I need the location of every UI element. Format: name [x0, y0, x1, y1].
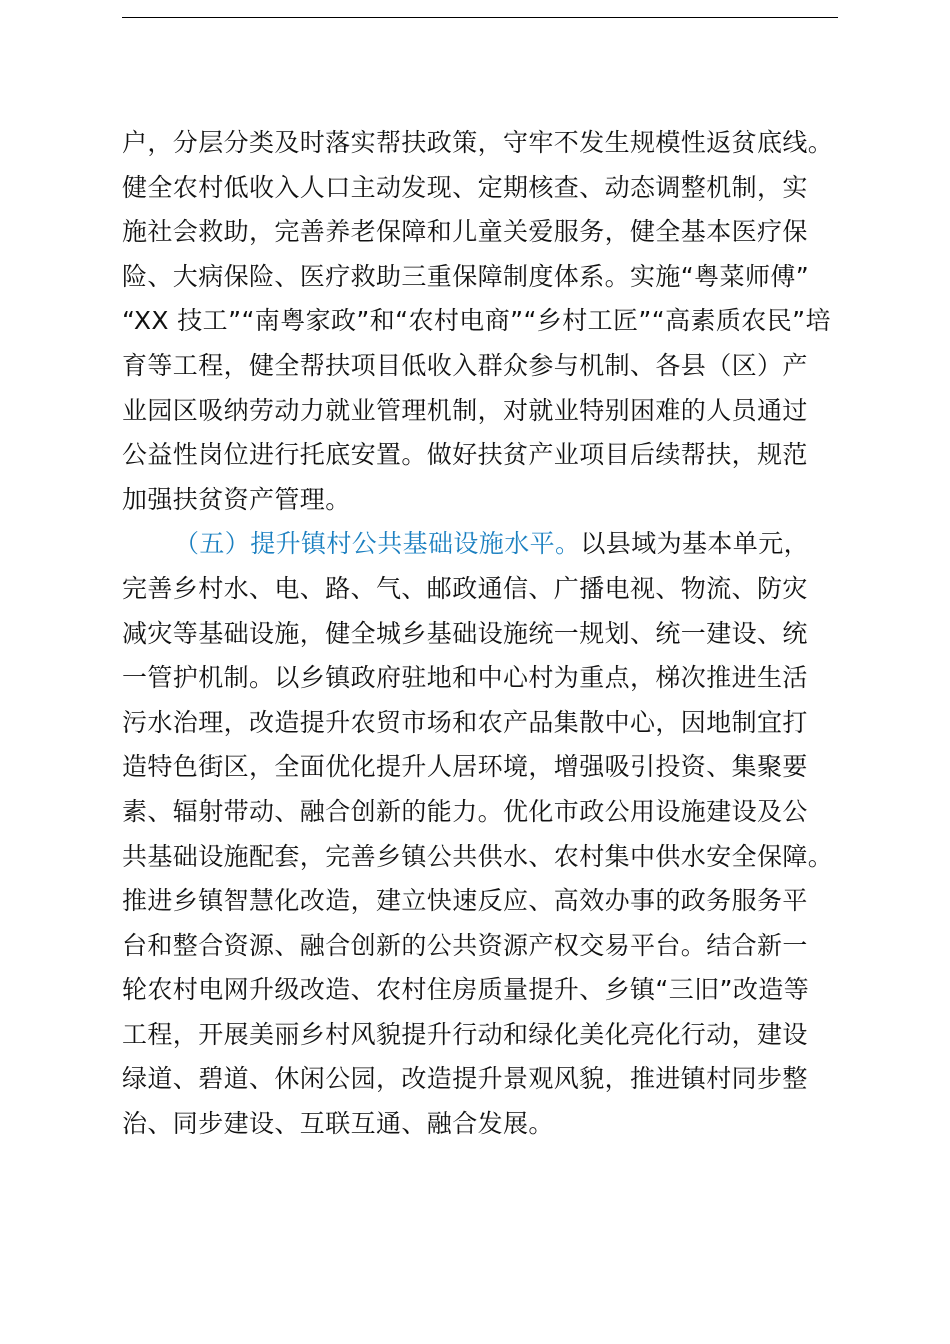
- text-line: 造特色街区，全面优化提升人居环境，增强吸引投资、集聚要: [122, 752, 808, 782]
- text-line: 施社会救助，完善养老保障和儿童关爱服务，健全基本医疗保: [122, 217, 808, 247]
- text-line: 减灾等基础设施，健全城乡基础设施统一规划、统一建设、统: [122, 618, 808, 648]
- paragraph-first-line: [122, 522, 838, 567]
- text-line: 完善乡村水、电、路、气、邮政通信、广播电视、物流、防灾: [122, 573, 808, 603]
- paragraph-2: [122, 522, 838, 1146]
- text-line: 工程，开展美丽乡村风貌提升行动和绿化美化亮化行动，建设: [122, 1019, 808, 1049]
- text-line: 共基础设施配套，完善乡镇公共供水、农村集中供水安全保障。: [122, 841, 834, 871]
- text-line: 健全农村低收入人口主动发现、定期核查、动态调整机制，实: [122, 172, 808, 202]
- text-line: 公益性岗位进行托底安置。做好扶贫产业项目后续帮扶，规范: [122, 440, 808, 470]
- text-line: 险、大病保险、医疗救助三重保障制度体系。实施“粤菜师傅”: [122, 261, 810, 291]
- paragraph-1: [122, 121, 838, 522]
- section-heading: （五）提升镇村公共基础设施水平。: [174, 529, 581, 559]
- text-line: 育等工程，健全帮扶项目低收入群众参与机制、各县（区）产: [122, 350, 808, 380]
- text-line: 素、辐射带动、融合创新的能力。优化市政公用设施建设及公: [122, 796, 808, 826]
- text-line: 户，分层分类及时落实帮扶政策，守牢不发生规模性返贫底线。: [122, 128, 834, 157]
- text-line: 轮农村电网升级改造、农村住房质量提升、乡镇“三旧”改造等: [122, 975, 810, 1005]
- text-line: 台和整合资源、融合创新的公共资源产权交易平台。结合新一: [122, 930, 808, 960]
- text-line: “XX 技工”“南粤家政”和“农村电商”“乡村工匠”“高素质农民”培: [122, 306, 831, 336]
- header-rule: [122, 17, 838, 18]
- text-run: 以县域为基本单元，: [580, 529, 810, 559]
- text-line: 绿道、碧道、休闲公园，改造提升景观风貌，推进镇村同步整: [122, 1064, 808, 1094]
- text-line: 治、同步建设、互联互通、融合发展。: [122, 1109, 554, 1139]
- text-line: 一管护机制。以乡镇政府驻地和中心村为重点，梯次推进生活: [122, 663, 808, 693]
- text-line: 污水治理，改造提升农贸市场和农产品集散中心，因地制宜打: [122, 707, 808, 737]
- text-line: 加强扶贫资产管理。: [122, 484, 351, 514]
- page-body: [122, 121, 838, 1147]
- text-line: 推进乡镇智慧化改造，建立快速反应、高效办事的政务服务平: [122, 886, 808, 916]
- text-line: 业园区吸纳劳动力就业管理机制，对就业特别困难的人员通过: [122, 395, 808, 425]
